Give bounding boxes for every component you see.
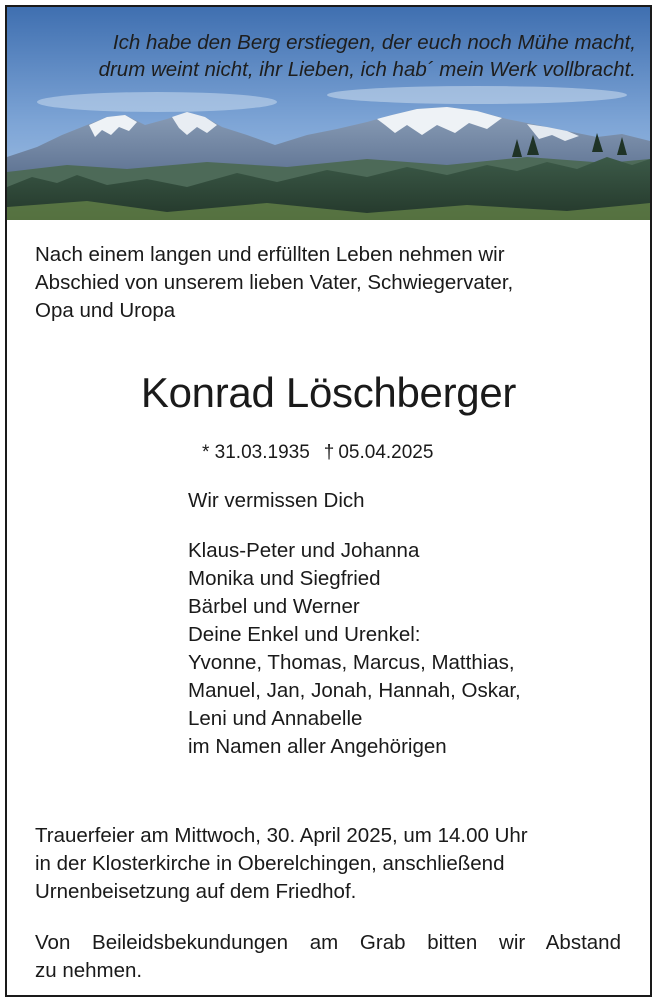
poem-verse (7, 29, 636, 83)
service-line: in der Klosterkirche in Oberelchingen, anschließend (35, 852, 505, 875)
service-line: Urnenbeisetzung auf dem Friedhof. (35, 880, 357, 903)
intro-line: Nach einem langen und erfüllten Leben nehmen wir (35, 243, 505, 266)
mourner-line: im Namen aller Angehörigen (188, 735, 447, 758)
mourner-line: Bärbel und Werner (188, 595, 360, 618)
poem-line: Ich habe den Berg erstiegen, der euch noch Mühe macht, (112, 31, 636, 54)
mourner-line: Yvonne, Thomas, Marcus, Matthias, (188, 651, 515, 674)
mountain-banner-image (7, 7, 650, 220)
condolence-line: Von Beileidsbekundungen am Grab bitten wir Abstand (35, 931, 621, 954)
birth-date: * 31.03.1935 (202, 442, 310, 463)
intro-text (35, 241, 635, 325)
obituary-notice (5, 5, 652, 997)
service-line: Trauerfeier am Mittwoch, 30. April 2025, um 14.00 Uhr (35, 824, 528, 847)
condolence-note (35, 929, 621, 985)
funeral-service-info (35, 822, 621, 906)
intro-line: Opa und Uropa (35, 299, 176, 322)
poem-line: drum weint nicht, ihr Lieben, ich hab´ mein Werk vollbracht. (98, 58, 636, 81)
intro-line: Abschied von unserem lieben Vater, Schwiegervater, (35, 271, 514, 294)
family-section (188, 487, 521, 761)
mourner-line: Deine Enkel und Urenkel: (188, 623, 421, 646)
deceased-name: Konrad Löschberger (140, 369, 517, 416)
mourner-line: Klaus-Peter und Johanna (188, 539, 420, 562)
mourner-line: Leni und Annabelle (188, 707, 363, 730)
mourner-line: Manuel, Jan, Jonah, Hannah, Oskar, (188, 679, 521, 702)
mourner-line: Monika und Siegfried (188, 567, 381, 590)
death-date: 05.04.2025 (338, 442, 434, 463)
cross-icon: † (323, 442, 335, 463)
miss-line: Wir vermissen Dich (188, 489, 365, 512)
condolence-line: zu nehmen. (35, 959, 143, 982)
life-dates (202, 440, 433, 466)
